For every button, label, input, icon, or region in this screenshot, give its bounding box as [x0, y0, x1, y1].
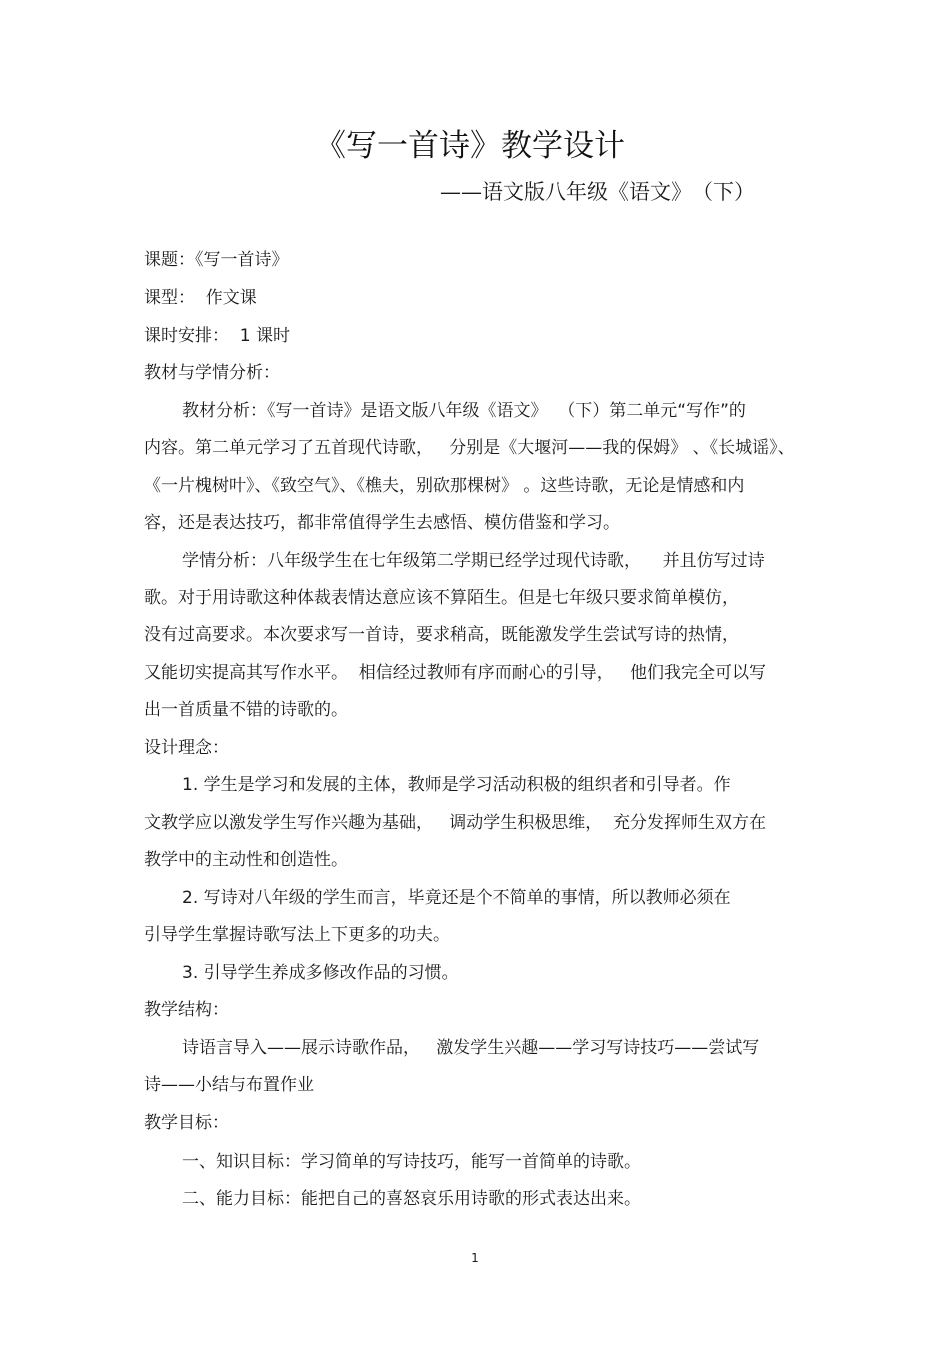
paragraph-line: 又能切实提高其写作水平。 相信经过教师有序而耐心的引导， 他们我完全可以写 [144, 663, 767, 683]
lesson-schedule: 课时安排： 1 课时 [144, 326, 291, 346]
list-item: 二、能力目标：能把自己的喜怒哀乐用诗歌的形式表达出来。 [182, 1189, 641, 1209]
page-number: 1 [471, 1251, 479, 1265]
paragraph-line: 《一片槐树叶》、《致空气》、《樵夫，别砍那棵树》 。这些诗歌，无论是情感和内 [144, 476, 745, 496]
paragraph-line: 教材分析：《写一首诗》是语文版八年级《语文》 （下）第二单元“写作”的 [182, 401, 746, 421]
document-title: 《写一首诗》教学设计 [315, 128, 625, 164]
list-item: 1. 学生是学习和发展的主体，教师是学习活动积极的组织者和引导者。作 [182, 775, 731, 795]
section-heading: 设计理念： [144, 738, 229, 758]
paragraph-line: 歌。对于用诗歌这种体裁表情达意应该不算陌生。但是七年级只要求简单模仿， [144, 588, 739, 608]
document-subtitle: ——语文版八年级《语文》 （下） [440, 180, 755, 204]
paragraph-line: 文教学应以激发学生写作兴趣为基础， 调动学生积极思维， 充分发挥师生双方在 [144, 813, 767, 833]
paragraph-line: 学情分析：八年级学生在七年级第二学期已经学过现代诗歌， 并且仿写过诗 [182, 551, 765, 571]
paragraph-line: 诗——小结与布置作业 [144, 1075, 314, 1095]
paragraph-line: 诗语言导入——展示诗歌作品， 激发学生兴趣——学习写诗技巧——尝试写 [182, 1038, 760, 1058]
list-item: 一、知识目标：学习简单的写诗技巧，能写一首简单的诗歌。 [182, 1152, 641, 1172]
list-item: 2. 写诗对八年级的学生而言，毕竟还是个不简单的事情，所以教师必须在 [182, 888, 731, 908]
lesson-type: 课型： 作文课 [144, 288, 257, 308]
section-heading: 教学结构： [144, 1000, 229, 1020]
paragraph-line: 内容。第二单元学习了五首现代诗歌， 分别是《大堰河——我的保姆》 、《长城谣》、 [144, 438, 795, 458]
lesson-topic: 课题：《写一首诗》 [144, 250, 289, 270]
section-heading: 教材与学情分析： [144, 363, 280, 383]
paragraph-line: 教学中的主动性和创造性。 [144, 850, 348, 870]
paragraph-line: 引导学生掌握诗歌写法上下更多的功夫。 [144, 925, 450, 945]
paragraph-line: 容，还是表达技巧，都非常值得学生去感悟、模仿借鉴和学习。 [144, 513, 620, 533]
paragraph-line: 没有过高要求。本次要求写一首诗，要求稍高，既能激发学生尝试写诗的热情， [144, 625, 739, 645]
paragraph-line: 出一首质量不错的诗歌的。 [144, 700, 348, 720]
section-heading: 教学目标： [144, 1113, 229, 1133]
list-item: 3. 引导学生养成多修改作品的习惯。 [182, 963, 459, 983]
